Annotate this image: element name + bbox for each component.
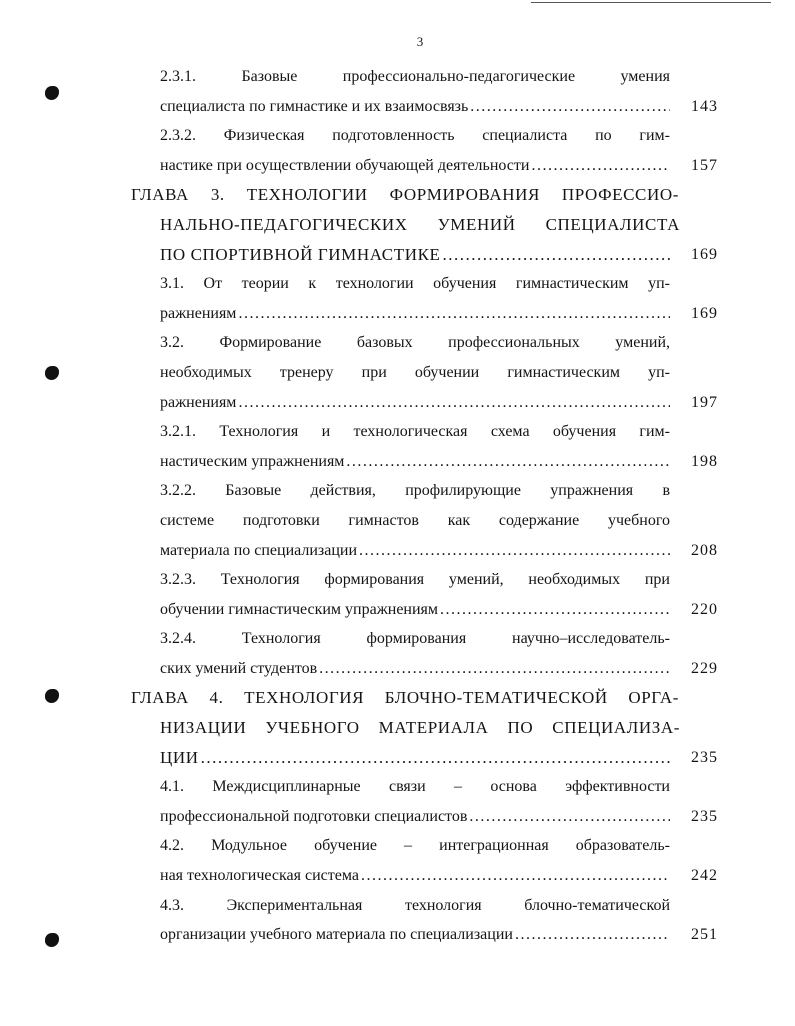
toc-entry-title-end: ских умений студентов <box>160 659 318 677</box>
toc-page-number: 229 <box>691 659 718 677</box>
toc-entry-title-end: организации учебного материала по специализации <box>160 926 513 944</box>
toc-page-number: 208 <box>691 541 718 559</box>
toc-entry-last-line <box>160 595 718 625</box>
toc-entry-last-line <box>160 920 718 950</box>
toc-chapter-entry <box>0 180 795 269</box>
toc-page-number: 143 <box>691 97 718 115</box>
toc-section-entry <box>0 269 795 328</box>
toc-section-entry <box>0 328 795 417</box>
dot-leader <box>319 654 670 684</box>
dot-leader <box>469 802 670 832</box>
dot-leader <box>515 920 670 950</box>
toc-entry-line: ГЛАВА 3. ТЕХНОЛОГИИ ФОРМИРОВАНИЯ ПРОФЕССИО- <box>131 185 679 205</box>
toc-section-entry <box>0 417 795 476</box>
toc-page-number: 251 <box>691 926 718 944</box>
toc-entry-line: 4.3. Экспериментальная технология блочно-тематической <box>160 896 670 914</box>
toc-entry-line: необходимых тренеру при обучении гимнастическим уп- <box>160 363 670 381</box>
toc-entry-last-line <box>160 299 718 329</box>
toc-entry-title-end: обучении гимнастическим упражнениям <box>160 600 439 618</box>
toc-entry-last-line <box>160 388 718 418</box>
toc-section-entry <box>0 891 795 950</box>
dot-leader <box>346 447 670 477</box>
toc-entry-title-end: ЦИИ <box>160 747 199 767</box>
toc-entry-title-end: профессиональной подготовки специалистов <box>160 807 468 825</box>
toc-entry-last-line <box>160 802 718 832</box>
toc-page-number: 242 <box>691 867 718 885</box>
toc-entry-line: 4.1. Междисциплинарные связи – основа эффективности <box>160 778 670 796</box>
dot-leader <box>238 388 670 418</box>
page-number: 3 <box>416 34 424 49</box>
toc-section-entry <box>0 121 795 180</box>
toc-entry-line: НАЛЬНО-ПЕДАГОГИЧЕСКИХ УМЕНИЙ СПЕЦИАЛИСТА <box>160 214 680 234</box>
toc-entry-last-line <box>160 861 718 891</box>
toc-entry-line: 3.2.1. Технология и технологическая схема обучения гим- <box>160 423 670 441</box>
toc-page-number: 235 <box>691 807 718 825</box>
toc-entry-line: 4.2. Модульное обучение – интеграционная образователь- <box>160 837 670 855</box>
toc-entry-last-line <box>160 240 718 270</box>
dot-leader <box>238 299 670 329</box>
toc-section-entry <box>0 624 795 683</box>
toc-entry-line: 2.3.1. Базовые профессионально-педагогические умения <box>160 68 670 85</box>
toc-entry-title-end: настике при осуществлении обучающей деятельности <box>160 156 530 174</box>
toc-page-number: 220 <box>691 600 718 618</box>
dot-leader <box>359 536 670 566</box>
toc-entry-title-end: ная технологическая система <box>160 867 359 885</box>
toc-entry-title-end: настическим упражнениям <box>160 452 345 470</box>
toc-entry-line: 3.2.2. Базовые действия, профилирующие упражнения в <box>160 482 670 500</box>
dot-leader <box>531 151 670 181</box>
dot-leader <box>470 92 670 122</box>
toc-entry-line: 3.2. Формирование базовых профессиональных умений, <box>160 334 670 352</box>
dot-leader <box>443 240 671 270</box>
toc-section-entry <box>0 831 795 890</box>
toc-entry-title-end: ражнениям <box>160 304 237 322</box>
toc-entry-last-line <box>160 92 718 122</box>
top-rule <box>531 2 771 3</box>
table-of-contents <box>0 62 795 950</box>
toc-section-entry <box>0 772 795 831</box>
toc-entry-title-end: специалиста по гимнастике и их взаимосвязь <box>160 97 469 115</box>
toc-section-entry <box>0 565 795 624</box>
toc-page-number: 169 <box>691 245 718 263</box>
toc-entry-line: 3.1. От теории к технологии обучения гимнастическим уп- <box>160 275 670 293</box>
dot-leader <box>361 861 670 891</box>
toc-page-number: 235 <box>691 748 718 766</box>
toc-entry-line: 3.2.3. Технология формирования умений, необходимых при <box>160 571 670 589</box>
toc-entry-line: системе подготовки гимнастов как содержание учебного <box>160 511 670 529</box>
toc-section-entry <box>0 62 795 121</box>
toc-entry-line: НИЗАЦИИ УЧЕБНОГО МАТЕРИАЛА ПО СПЕЦИАЛИЗА- <box>160 718 680 738</box>
toc-entry-line: 3.2.4. Технология формирования научно–исследователь- <box>160 630 670 648</box>
dot-leader <box>201 743 670 773</box>
toc-entry-line: 2.3.2. Физическая подготовленность специалиста по гим- <box>160 127 670 145</box>
toc-entry-last-line <box>160 654 718 684</box>
toc-entry-title-end: ражнениям <box>160 393 237 411</box>
toc-entry-title-end: ПО СПОРТИВНОЙ ГИМНАСТИКЕ <box>160 244 441 264</box>
toc-entry-title-end: материала по специализации <box>160 541 358 559</box>
toc-page-number: 198 <box>691 452 718 470</box>
toc-section-entry <box>0 476 795 565</box>
toc-entry-last-line <box>160 151 718 181</box>
toc-entry-last-line <box>160 447 718 477</box>
toc-entry-last-line <box>160 743 718 773</box>
toc-entry-last-line <box>160 536 718 566</box>
toc-chapter-entry <box>0 683 795 772</box>
toc-page-number: 169 <box>691 304 718 322</box>
dot-leader <box>440 595 670 625</box>
toc-page-number: 197 <box>691 393 718 411</box>
toc-entry-line: ГЛАВА 4. ТЕХНОЛОГИЯ БЛОЧНО-ТЕМАТИЧЕСКОЙ ОРГА- <box>131 688 679 708</box>
toc-page-number: 157 <box>691 156 718 174</box>
